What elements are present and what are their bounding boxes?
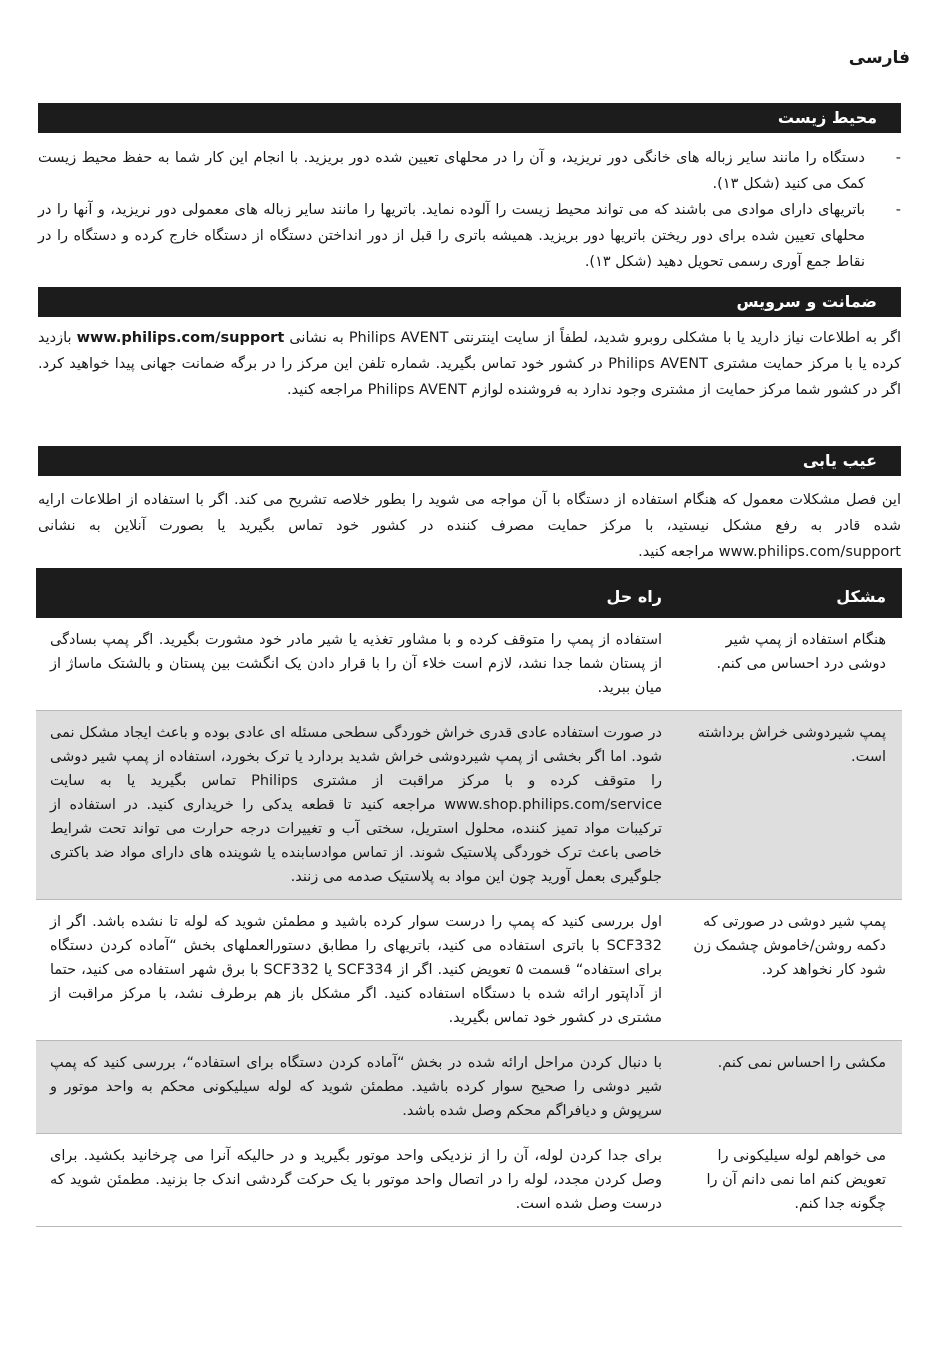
section-header-environment: محیط زیست — [38, 103, 901, 133]
problem-cell: مکشی را احساس نمی کنم. — [678, 1041, 902, 1134]
solution-cell: استفاده از پمپ را متوقف کرده و با مشاور تغذیه یا شیر مادر خود مشورت بگیرید. اگر پمپ بسادگی از پستان شما جدا نشد، لازم است خلاء آن را با قرار دادن یک انگشت بین پستان و بالشتک ماساژ از میان ببرید. — [36, 618, 678, 711]
problem-cell: پمپ شیر دوشی در صورتی که دکمه روشن/خاموش چشمک زن شود کار نخواهد کرد. — [678, 900, 902, 1041]
table-row — [36, 1134, 902, 1227]
table-row — [36, 711, 902, 900]
environment-list — [38, 145, 901, 275]
section-header-guarantee: ضمانت و سرویس — [38, 287, 901, 317]
solution-cell: با دنبال کردن مراحل ارائه شده در بخش “آماده کردن دستگاه برای استفاده“، بررسی کنید که پمپ شیر دوشی را صحیح سوار کرده باشید. مطمئن شوید که لوله سیلیکونی محکم به واحد موتور و سرپوش و دیافراگم محکم وصل شده باشد. — [36, 1041, 678, 1134]
section-header-troubleshooting: عیب یابی — [38, 446, 901, 476]
solution-cell: اول بررسی کنید که پمپ را درست سوار کرده باشید و مطمئن شوید که لوله تا نشده باشد. اگر از SCF332 با باتری استفاده می کنید، باتریهای را مطابق دستورالعملهای بخش “آماده کردن دستگاه برای استفاده“ قسمت ۵ تعویض کنید. اگر از SCF334 یا SCF332 با برق شهر استفاده می کنید، حتما از آداپتور ارائه شده با دستگاه استفاده کنید. اگر مشکل باز هم برطرف نشد، با مرکز مراقبت از مشتری در کشور خود تماس بگیرید. — [36, 900, 678, 1041]
problem-cell: می خواهم لوله سیلیکونی را تعویض کنم اما نمی دانم آن را چگونه جدا کنم. — [678, 1134, 902, 1227]
troubleshooting-intro: این فصل مشکلات معمول که هنگام استفاده از دستگاه با آن مواجه می شوید را بطور خلاصه تشریح می کند. اگر با استفاده از اطلاعات ارایه شده قادر به رفع مشکل نیستید، با مرکز حمایت مصرف کننده در کشور خود تماس بگیرید یا بصورت آنلاین به نشانی www.philips.com/support مراجعه کنید. — [38, 492, 901, 560]
dash-marker: - — [895, 202, 901, 218]
problem-cell: پمپ شیردوشی خراش برداشته است. — [678, 711, 902, 900]
table-row — [36, 618, 902, 711]
table-row — [36, 1041, 902, 1134]
dash-marker: - — [895, 150, 901, 166]
list-item: - باتریهای دارای موادی می باشند که می تواند محیط زیست را آلوده نماید. باتریها را مانند سایر زباله های معمولی دور نریزید، و آنها را در محلهای تعیین شده برای دور ریختن باتریها دور بریزید. همیشه باتری را قبل از دور انداختن دستگاه از دستگاه خارج کرده و دستگاه را در نقاط جمع آوری رسمی تحویل دهید (شکل ۱۳). — [38, 197, 901, 275]
column-header-problem: مشکل — [678, 568, 902, 618]
column-header-solution: راه حل — [36, 568, 678, 618]
table-row — [36, 900, 902, 1041]
guarantee-paragraph: اگر به اطلاعات نیاز دارید یا با مشکلی روبرو شدید، لطفاً از سایت اینترنتی Philips AVENT به نشانی www.philips.com/support بازدید کرده یا با مرکز حمایت مشتری Philips AVENT در کشور خود تماس بگیرید. شماره تلفن این مرکز را در برگه ضمانت جهانی پیدا خواهید کرد. اگر در کشور شما مرکز حمایت از مشتری وجود ندارد به فروشنده لوازم Philips AVENT مراجعه کنید. — [38, 330, 902, 398]
language-label: فارسی — [848, 48, 910, 68]
list-item: - دستگاه را مانند سایر زباله های خانگی دور نریزید، و آن را در محلهای تعیین شده دور بریزید. با انجام این کار شما به حفظ محیط زیست کمک می کنید (شکل ۱۳). — [38, 145, 901, 197]
problem-cell: هنگام استفاده از پمپ شیر دوشی درد احساس می کنم. — [678, 618, 902, 711]
table-header-row — [36, 568, 902, 618]
solution-cell: برای جدا کردن لوله، آن را از نزدیکی واحد موتور بگیرید و در حالیکه آنرا می چرخانید بکشید. برای وصل کردن مجدد، لوله را در اتصال واحد موتور با یک حرکت گردشی اندک جا بزنید. مطمئن شوید که درست وصل شده است. — [36, 1134, 678, 1227]
troubleshooting-table — [36, 568, 902, 1227]
support-link[interactable]: www.philips.com/support — [76, 330, 285, 346]
solution-cell: در صورت استفاده عادی قدری خراش خوردگی سطحی مسئله ای عادی بوده و باعث ایجاد مشکل نمی شود. اما اگر بخشی از پمپ شیردوشی خراش شدید بردارد یا ترک بخورد، استفاده از پمپ شیر دوشی را متوقف کرده و با مرکز مراقبت از مشتری Philips تماس بگیرید یا به سایت www.shop.philips.com/service مراجعه کنید تا قطعه یدکی را خریداری کنید. در استفاده از ترکیبات مواد تمیز کننده، محلول استریل، سختی آب و تغییرات درجه حرارت می تواند تحت شرایط خاصی باعث ترک خوردگی پلاستیک شوند. از تماس موادسابنده یا شوینده های دارای مواد ضد باکتری جلوگیری بعمل آورید چون این مواد به پلاستیک صدمه می زنند. — [36, 711, 678, 900]
